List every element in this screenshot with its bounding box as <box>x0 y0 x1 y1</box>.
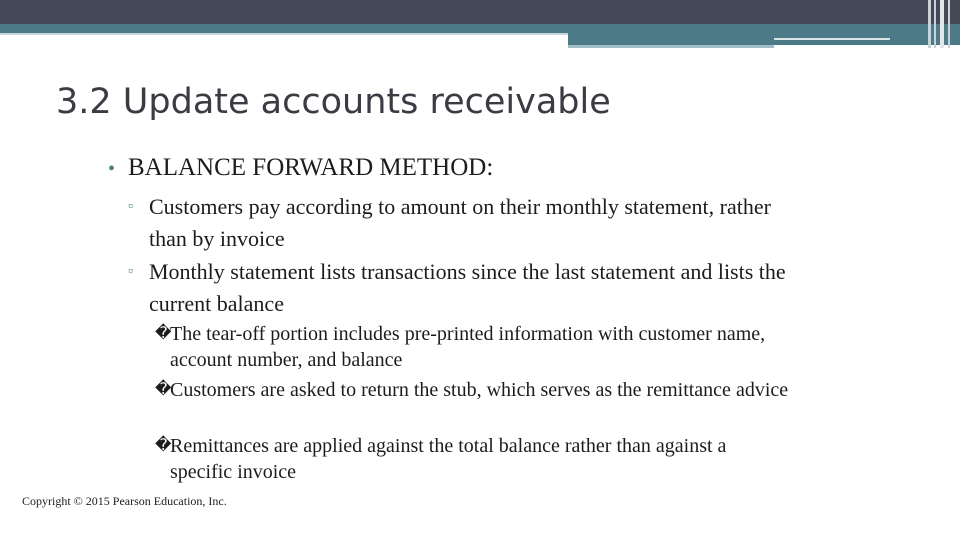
bullet-level3-text: The tear-off portion includes pre-printed information with customer name, account number, and balance <box>170 323 766 371</box>
header-stripe <box>940 0 944 48</box>
slide-title: 3.2 Update accounts receivable <box>56 82 611 122</box>
bullet-level3 <box>155 377 790 403</box>
bullet-level1 <box>108 154 493 182</box>
bullet-level2 <box>128 191 799 255</box>
header-stripe <box>948 0 950 48</box>
header-tab <box>568 33 960 45</box>
bullet-level1-text: BALANCE FORWARD METHOD: <box>128 154 494 181</box>
header-tab-line <box>568 45 774 48</box>
replacement-glyph-bullet-icon: � <box>155 381 172 398</box>
copyright-footer: Copyright © 2015 Pearson Education, Inc. <box>22 494 227 508</box>
bullet-level3 <box>155 321 790 373</box>
bullet-level2-text: Monthly statement lists transactions since the last statement and lists the current balance <box>149 259 786 316</box>
replacement-glyph-bullet-icon: � <box>155 437 172 454</box>
bullet-level2-text: Customers pay according to amount on their monthly statement, rather than by invoice <box>149 194 771 251</box>
header-stripe <box>934 0 936 48</box>
header-tab-line-secondary <box>774 38 890 40</box>
header-band <box>0 0 960 24</box>
bullet-level3-text: Remittances are applied against the total balance rather than against a specific invoice <box>170 435 727 483</box>
bullet-level2 <box>128 256 799 320</box>
bullet-level3 <box>155 433 790 485</box>
bullet-dot-icon: • <box>108 158 116 180</box>
replacement-glyph-bullet-icon: � <box>155 325 172 342</box>
hollow-square-bullet-icon: ▫ <box>128 199 133 214</box>
header-accent-band <box>0 24 960 33</box>
header-stripe <box>928 0 931 48</box>
bullet-level3-text: Customers are asked to return the stub, which serves as the remittance advice <box>170 379 789 401</box>
hollow-square-bullet-icon: ▫ <box>128 264 133 279</box>
